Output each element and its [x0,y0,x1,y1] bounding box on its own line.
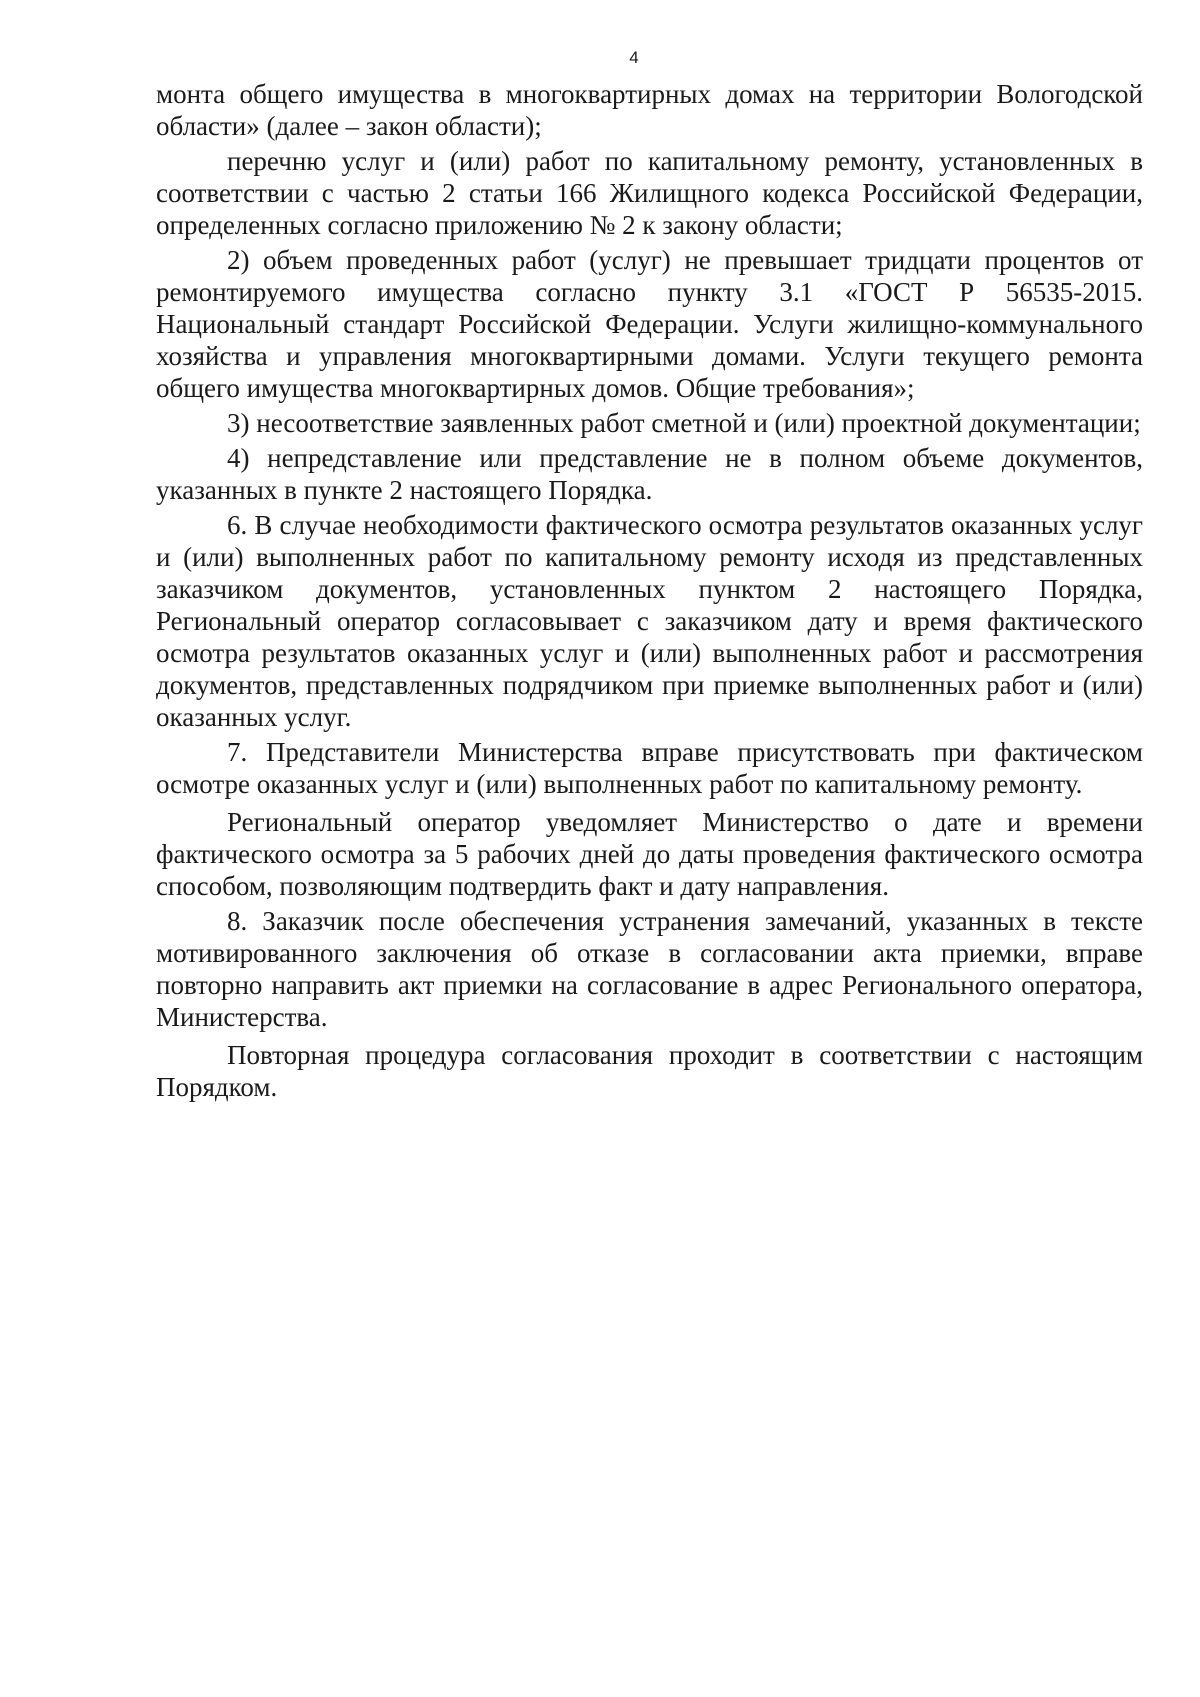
paragraph-notification: Региональный оператор уведомляет Министерство о дате и времени фактического осмотра за 5 рабочих дней до даты проведения фактического осмотра способом, позволяющим подтвердить факт и дату направления. [156,807,1143,901]
paragraph-law-reference: монта общего имущества в многоквартирных домах на территории Вологодской области» (далее – закон области); [156,79,1143,141]
paragraph-clause-7: 7. Представители Министерства вправе присутствовать при фактическом осмотре оказанных услуг и (или) выполненных работ по капитальному ремонту. [156,737,1143,799]
document-body [156,78,1143,1103]
paragraph-clause-6: 6. В случае необходимости фактического осмотра результатов оказанных услуг и (или) выполненных работ по капитальному ремонту исходя из представленных заказчиком документов, установленных пунктом 2 настоящего Порядка, Региональный оператор согласовывает с заказчиком дату и время фактического осмотра результатов оказанных услуг и (или) выполненных работ и рассмотрения документов, представленных подрядчиком при приемке выполненных работ и (или) оказанных услуг. [156,510,1143,732]
page-number: 4 [629,48,639,67]
paragraph-item-3: 3) несоответствие заявленных работ сметной и (или) проектной документации; [227,408,1141,438]
paragraph-repeat-procedure: Повторная процедура согласования проходит в соответствии с настоящим Порядком. [156,1040,1143,1102]
paragraph-services-list: перечню услуг и (или) работ по капитальному ремонту, установленных в соответствии с частью 2 статьи 166 Жилищного кодекса Российской Федерации, определенных согласно приложению № 2 к закону области; [156,146,1143,240]
paragraph-item-4: 4) непредставление или представление не в полном объеме документов, указанных в пункте 2 настоящего Порядка. [156,443,1143,505]
paragraph-item-2: 2) объем проведенных работ (услуг) не превышает тридцати процентов от ремонтируемого имущества согласно пункту 3.1 «ГОСТ Р 56535-2015. Национальный стандарт Российской Федерации. Услуги жилищно-коммунального хозяйства и управления многоквартирными домами. Услуги текущего ремонта общего имущества многоквартирных домов. Общие требования»; [156,245,1143,403]
paragraph-clause-8: 8. Заказчик после обеспечения устранения замечаний, указанных в тексте мотивированного заключения об отказе в согласовании акта приемки, вправе повторно направить акт приемки на согласование в адрес Регионального оператора, Министерства. [156,906,1143,1032]
